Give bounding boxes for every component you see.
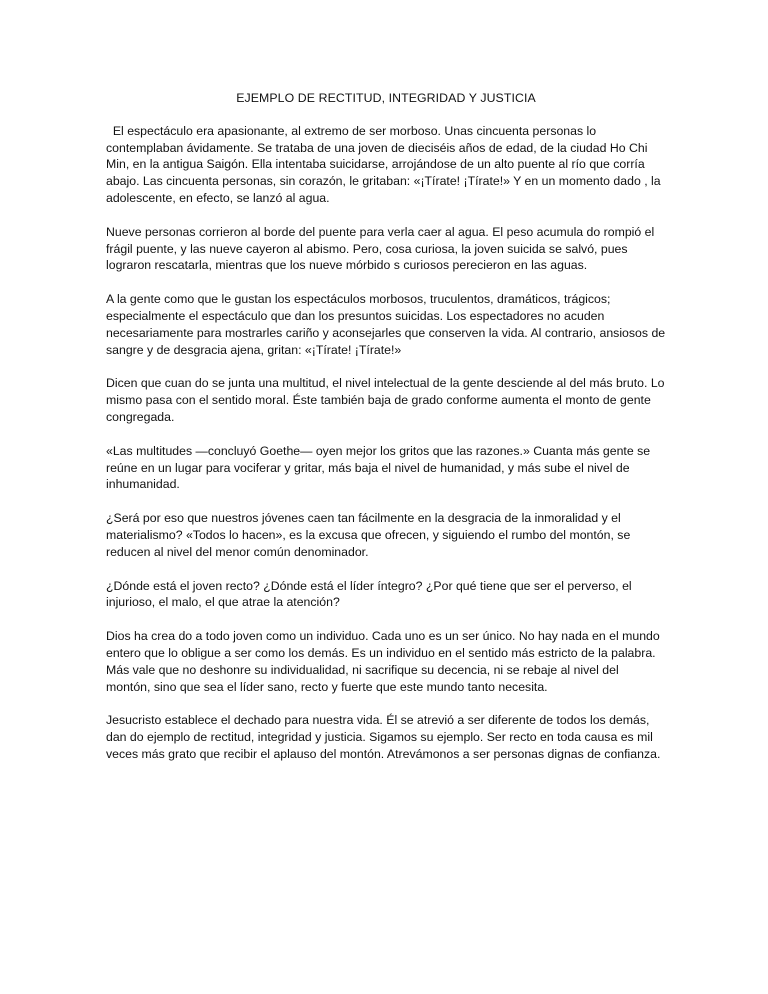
paragraph-9: Jesucristo establece el dechado para nuestra vida. Él se atrevió a ser diferente de todos los demás, dan do ejemplo de rectitud, integridad y justicia. Sigamos su ejemplo. Ser recto en toda causa es mil veces más grato que recibir el aplauso del montón. Atrevámonos a ser personas dignas de confianza. [106, 713, 661, 761]
paragraph-3: A la gente como que le gustan los espectáculos morbosos, truculentos, dramáticos, trágicos; especialmente el espectáculo que dan los presuntos suicidas. Los espectadores no acuden necesariamente para mostrarles cariño y aconsejarles que conserven la vida. Al contrario, ansiosos de sangre y de desgracia ajena, gritan: «¡Tírate! ¡Tírate!» [106, 292, 666, 357]
paragraph-1: El espectáculo era apasionante, al extremo de ser morboso. Unas cincuenta personas lo contemplaban ávidamente. Se trataba de una joven de dieciséis años de edad, de la ciudad Ho Chi Min, en la antigua Saigón. Ella intentaba suicidarse, arrojándose de un alto puente al río que corría abajo. Las cincuenta personas, sin corazón, le gritaban: «¡Tírate! ¡Tírate!» Y en un momento dado , la adolescente, en efecto, se lanzó al agua. [106, 123, 665, 205]
paragraph-2: Nueve personas corrieron al borde del puente para verla caer al agua. El peso acumula do rompió el frágil puente, y las nueve cayeron al abismo. Pero, cosa curiosa, la joven suicida se salvó, pues lograron rescatarla, mientras que los nueve mórbido s curiosos perecieron en las aguas. [106, 224, 655, 273]
paragraph-6: ¿Será por eso que nuestros jóvenes caen tan fácilmente en la desgracia de la inmoralidad y el materialismo? «Todos lo hacen», es la excusa que ofrecen, y siguiendo el rumbo del montón, se reducen al nivel del menor común denominador. [106, 511, 631, 559]
paragraph-7: ¿Dónde está el joven recto? ¿Dónde está el líder íntegro? ¿Por qué tiene que ser el perverso, el injurioso, el malo, el que atrae la atención? [106, 578, 632, 610]
paragraph-8: Dios ha crea do a todo joven como un individuo. Cada uno es un ser único. No hay nada en el mundo entero que lo obligue a ser como los demás. Es un individuo en el sentido más estricto de la palabra. Más vale que no deshonre su individualidad, ni sacrifique su decencia, ni se rebaje al nivel del montón, sino que sea el líder sano, recto y fuerte que este mundo tanto necesita. [106, 629, 660, 694]
paragraph-4: Dicen que cuan do se junta una multitud, el nivel intelectual de la gente desciende al del más bruto. Lo mismo pasa con el sentido moral. Éste también baja de grado conforme aumenta el monto de gente congregada. [106, 376, 665, 424]
document-title: EJEMPLO DE RECTITUD, INTEGRIDAD Y JUSTICIA [236, 91, 536, 105]
document-body [106, 90, 666, 780]
paragraph-5: «Las multitudes —concluyó Goethe— oyen mejor los gritos que las razones.» Cuanta más gente se reúne en un lugar para vociferar y gritar, más baja el nivel de humanidad, y más sube el nivel de inhumanidad. [106, 443, 651, 492]
